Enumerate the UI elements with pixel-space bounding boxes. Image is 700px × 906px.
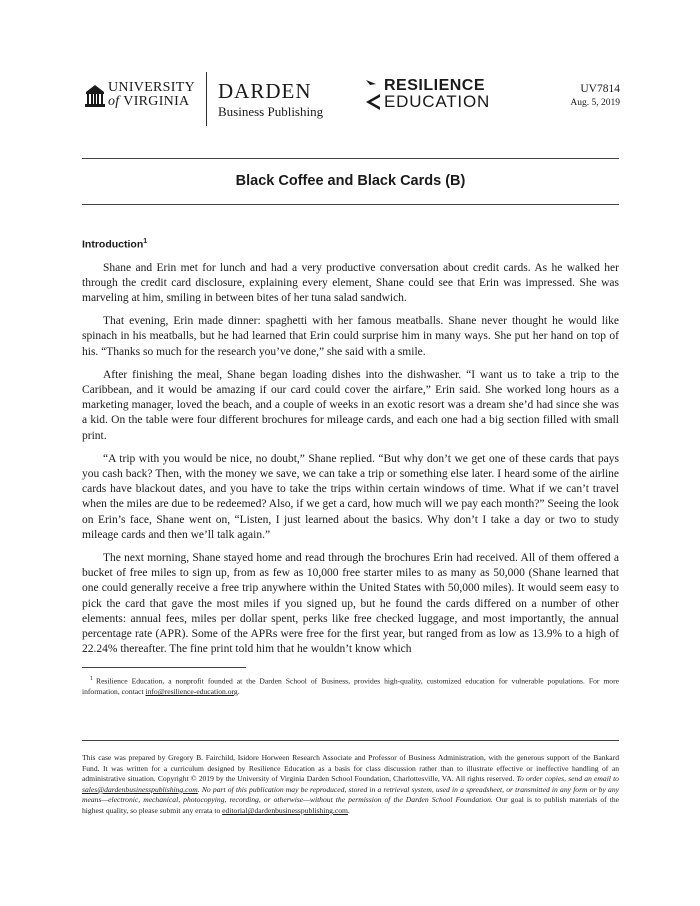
footnote-reference: 1 <box>143 238 148 245</box>
darden-subtitle: Business Publishing <box>218 104 324 119</box>
resilience-line-1: RESILIENCE <box>384 77 486 94</box>
darden-logo <box>218 80 323 120</box>
footer-text-2: Our goal is to publish materials of the highest quality, so please submit any errata to <box>82 795 619 815</box>
paragraph-2: That evening, Erin made dinner: spaghetti with her famous meatballs. Shane never thought he would like spinach in his meatballs, but he had learned that Erin could surprise him in many ways. She put her hand on top of his. “Thanks so much for the research you’ve done,” she said with a smile. <box>82 315 619 358</box>
section-heading: Introduction$^1$ <box>82 238 148 251</box>
paragraph-5: The next morning, Shane stayed home and read through the brochures Erin had received. All of them offered a bucket of free miles to sign up, from as few as 10,000 free starter miles to as many as 50,000 (Shane learned that one could generally receive a free trip anywhere within the United States with 50,000 miles). It would seem easy to pick the card that gave the most miles if you signed up, but he found the cards differed on a number of other elements: annual fees, miles per dollar spent, perks like free checked luggage, and most importantly, the annual percentage rate (APR). Some of the APRs were free for the first year, but ranged from as low as 13.9% to a high of 22.24% thereafter. The fine print told him that he wouldn’t know which <box>82 551 619 656</box>
title-rule-bottom <box>82 204 619 205</box>
footnote-number: 1 <box>90 676 93 682</box>
editorial-email-link[interactable]: editorial@dardenbusinesspublishing.com <box>222 805 348 815</box>
uva-line-2: VIRGINIA <box>123 94 190 109</box>
document-body <box>82 238 619 665</box>
paragraph-4: “A trip with you would be nice, no doubt,” Shane replied. “But why don’t we get one of these cards that pays you cash back? Then, with the money we save, we can take a trip or something else later. I heard some of the airline cards have blackout dates, and you have to take the trips within certain windows of time. What if we can’t travel when the miles are due to be redeemed? Also, if we get a card, how much will we pay each month?” Seeing the look on Erin’s face, Shane went on, “Listen, I just learned about the basics. Why don’t I take a day or two to study mileage cards and then we’ll talk again.” <box>82 452 619 541</box>
resilience-logo <box>360 78 490 114</box>
case-date: Aug. 5, 2019 <box>570 98 620 108</box>
footnote-rule <box>82 667 246 668</box>
copyright-footer: This case was prepared by Gregory B. Fairchild, Isidore Horween Research Associate and Professor of Business Administration, with the generous support of the Bankard Fund. It was written for a curriculum designed by Resilience Education as a basis for class discussion rather than to illustrate effective or ineffective handling of an administrative situation. Copyright © 2019 by the University of Virginia Darden School Foundation, Charlottesville, VA. All rights reserved. To order copies, send an email to sales@dardenbusinesspublishing.com. No part of this publication may be reproduced, stored in a retrieval system, used in a spreadsheet, or transmitted in any form or by any means—electronic, mechanical, photocopying, recording, or otherwise—without the permission of the Darden School Foundation. Our goal is to publish materials of the highest quality, so please submit any errata to editorial@dardenbusinesspublishing.com. <box>82 753 619 815</box>
case-number: UV7814 <box>580 83 620 95</box>
case-identifier <box>570 82 620 110</box>
footnote-text: Resilience Education, a nonprofit founded at the Darden School of Business, provides high-quality, customized education for vulnerable populations. For more information, contact <box>82 676 619 697</box>
title-rule-top <box>82 158 619 159</box>
document-header <box>0 0 700 140</box>
paragraph-3: After finishing the meal, Shane began loading dishes into the dishwasher. “I want us to take a trip to the Caribbean, and it would be amazing if our card could cover the airfare,” Erin said. She worked long hours as a marketing manager, loved the beach, and a couple of weeks in an exotic resort was a dream she’d had since she was a kid. On the table were four different brochures for mileage cards, and each one had a big section filled with small print. <box>82 368 619 442</box>
footnote: $^1$ Resilience Education, a nonprofit founded at the Darden School of Business, provides high-quality, customized education for vulnerable populations. For more information, contact info@resilience-education.org. <box>82 676 619 697</box>
sales-email-link[interactable]: sales@dardenbusinesspublishing.com <box>82 784 198 794</box>
rotunda-icon <box>84 82 106 108</box>
uva-logo <box>84 82 194 112</box>
uva-line-1: UNIVERSITY <box>108 80 195 95</box>
footnote-email-link[interactable]: info@resilience-education.org <box>145 687 238 697</box>
footer-italic-1: To order copies, send an email to <box>516 774 619 784</box>
paragraph-1: Shane and Erin met for lunch and had a very productive conversation about credit cards. As he walked her through the credit card disclosure, explaining every element, Shane could see that Erin was impressed. She was marveling at him, smiling in between bites of her tuna salad sandwich. <box>82 261 619 304</box>
document-title: Black Coffee and Black Cards (B) <box>235 173 466 189</box>
resilience-chevron-icon <box>360 78 382 112</box>
footer-text-1: This case was prepared by Gregory B. Fairchild, Isidore Horween Research Associate and Professor of Business Administration, with the generous support of the Bankard Fund. It was written for a curriculum designed by Resilience Education as a basis for class discussion rather than to illustrate effective or ineffective handling of an administrative situation. Copyright © 2019 by the University of Virginia Darden School Foundation, Charlottesville, VA. All rights reserved. <box>82 753 619 784</box>
footer-rule <box>82 740 619 741</box>
footer-italic-2: . No part of this publication may be reproduced, stored in a retrieval system, used in a spreadsheet, or transmitted in any form or by any means—electronic, mechanical, photocopying, recording, or otherwise—without the permission of the Darden School Foundation. <box>82 784 619 805</box>
uva-line-2-prefix: of <box>108 94 124 109</box>
resilience-line-2: EDUCATION <box>384 92 491 111</box>
darden-title: DARDEN <box>218 79 312 103</box>
logo-divider <box>206 72 207 126</box>
